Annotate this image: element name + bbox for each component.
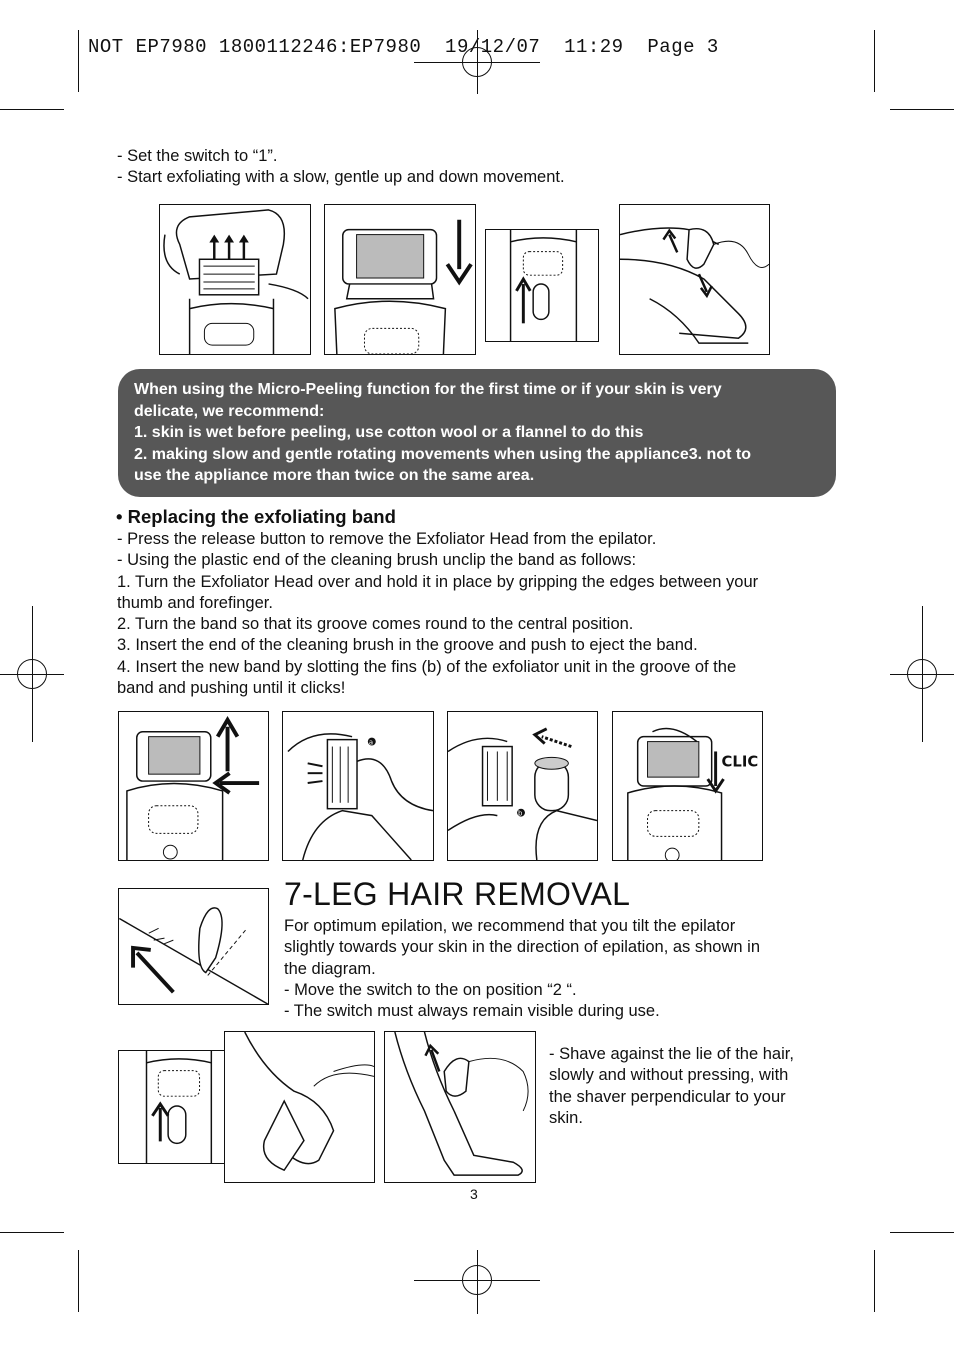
clic-label: CLIC <box>721 753 759 771</box>
instruction-line: For optimum epilation, we recommend that you tilt the epilator <box>284 917 736 935</box>
leg-instructions <box>284 916 760 1022</box>
page-number: 3 <box>470 1186 478 1202</box>
crop-mark <box>0 1232 64 1233</box>
label-b: b <box>518 809 523 818</box>
instruction-line: - Move the switch to the on position “2 “. <box>284 980 577 999</box>
crop-mark <box>890 1232 954 1233</box>
intro-line: - Start exfoliating with a slow, gentle up and down movement. <box>117 168 565 187</box>
instruction-line: the shaver perpendicular to your <box>549 1087 786 1106</box>
figure-leg-exfoliating <box>619 204 770 355</box>
first-use-recommendation <box>118 369 836 497</box>
note-line: 1. skin is wet before peeling, use cotton wool or a flannel to do this <box>134 424 644 441</box>
figure-switch-one <box>485 229 599 342</box>
registration-mark <box>477 1250 478 1314</box>
crop-mark <box>78 1250 79 1312</box>
section-title: 7-LEG HAIR REMOVAL <box>284 876 631 912</box>
label-a: a <box>368 738 374 747</box>
figure-eject-band <box>447 711 598 861</box>
instruction-line: skin. <box>549 1108 583 1127</box>
figure-hand-epilator <box>224 1031 375 1183</box>
registration-mark <box>922 606 923 742</box>
instruction-line: 3. Insert the end of the cleaning brush in the groove and push to eject the band. <box>117 636 698 655</box>
instruction-line: 4. Insert the new band by slotting the fins (b) of the exfoliator unit in the groove of the <box>117 657 737 676</box>
crop-mark <box>0 109 64 110</box>
instruction-line: - Using the plastic end of the cleaning brush unclip the band as follows: <box>117 551 637 570</box>
figure-tilt-epilator <box>118 888 269 1005</box>
crop-mark <box>890 109 954 110</box>
note-line: use the appliance more than twice on the same area. <box>134 467 535 484</box>
print-slug: NOT EP7980 1800112246:EP7980 19/12/07 11:29 Page 3 <box>88 36 719 58</box>
instruction-line: the diagram. <box>284 959 376 978</box>
figure-turn-band <box>282 711 434 861</box>
shave-instructions <box>549 1044 794 1129</box>
instruction-line: - Press the release button to remove the Exfoliator Head from the epilator. <box>117 530 657 548</box>
figure-insert-new-band <box>612 711 763 861</box>
instruction-line: 1. Turn the Exfoliator Head over and hold it in place by gripping the edges between your <box>117 572 759 591</box>
figure-release-head <box>118 711 269 861</box>
crop-mark <box>78 30 79 92</box>
registration-mark <box>32 606 33 742</box>
crop-mark <box>874 30 875 92</box>
note-line: delicate, we recommend: <box>134 402 325 420</box>
figure-leg-shaving <box>384 1031 536 1183</box>
instruction-line: band and pushing until it clicks! <box>117 679 346 698</box>
note-line: 2. making slow and gentle rotating movements when using the appliance3. not to <box>134 445 751 463</box>
instruction-line: slowly and without pressing, with <box>549 1066 789 1085</box>
instruction-line: - Shave against the lie of the hair, <box>549 1045 794 1063</box>
instruction-line: slightly towards your skin in the direction of epilation, as shown in <box>284 938 760 957</box>
intro-text <box>117 146 565 189</box>
intro-line: - Set the switch to “1”. <box>117 147 278 165</box>
figure-exfoliator-remove <box>324 204 476 355</box>
instruction-line: 2. Turn the band so that its groove comes round to the central position. <box>117 615 634 634</box>
figure-switch-two <box>118 1050 231 1164</box>
replacing-instructions <box>117 529 758 699</box>
figure-exfoliator-head-hand <box>159 204 311 355</box>
instruction-line: thumb and forefinger. <box>117 593 273 612</box>
crop-mark <box>874 1250 875 1312</box>
note-line: When using the Micro-Peeling function for the first time or if your skin is very <box>134 381 722 398</box>
instruction-line: - The switch must always remain visible during use. <box>284 1002 660 1021</box>
section-heading: • Replacing the exfoliating band <box>116 506 396 527</box>
